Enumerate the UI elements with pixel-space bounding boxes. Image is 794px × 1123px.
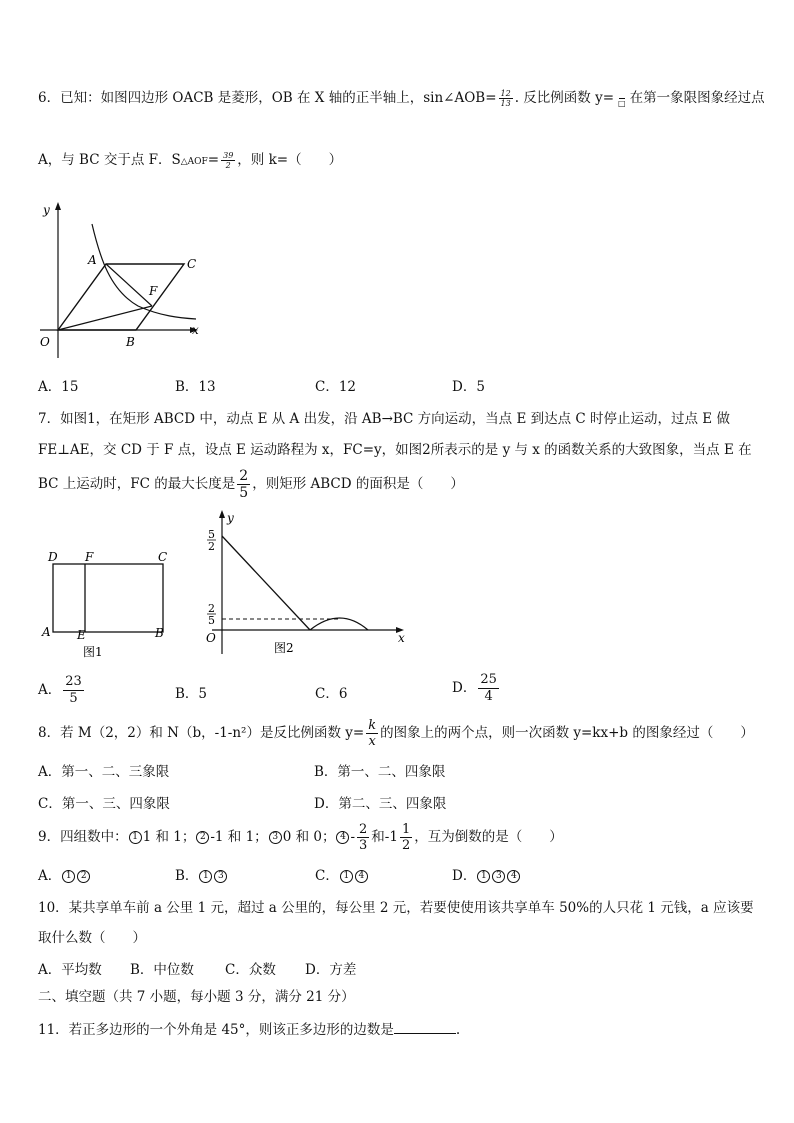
q10-line1: 10．某共享单车前 a 公里 1 元，超过 a 公里的，每公里 2 元，若要使使用该共享单车 50%的人只花 1 元钱，a 应该要 [38,900,754,916]
q6-text-a: 6．已知：如图四边形 OACB 是菱形，OB 在 X 轴的正半轴上，sin∠AOB= [38,90,497,106]
q9-option-b[interactable]: B． 1 3 [175,864,228,884]
q6-label-o: O [40,335,50,349]
q7-line3 [38,468,464,501]
q7-label-f: F [85,550,94,564]
q7-label-o2: O [206,631,216,645]
q9-fraction-2: $\frac{1}{2}$ [401,822,411,853]
q6-k-fraction: □ [616,89,628,108]
q8-option-b[interactable]: B．第一、二、四象限 [314,764,446,780]
q6-text-c: 在第一象限图象经过点 [629,90,765,106]
q8-fraction: $\frac{k}{x}$ [368,718,377,749]
q6-area-num: 39 [223,151,234,160]
q7-option-c[interactable]: C．6 [315,686,348,702]
q7-line3-b: ，则矩形 ABCD 的面积是（ ） [252,476,464,492]
q7-line2: FE⊥AE，交 CD 于 F 点，设点 E 运动路程为 x，FC=y，如图2所表示的是 y 与 x 的函数关系的大致图象，当点 E 在 [38,442,752,458]
q7-option-d[interactable]: D． $\frac{25}{4}$ [452,672,497,704]
q7-label-b: B [155,626,164,640]
q10-option-b[interactable]: B．中位数 [130,962,194,978]
q6-figure [30,198,210,358]
q6-option-a[interactable]: A．15 [38,379,79,395]
q7-max-fraction [237,468,250,501]
q6-line2-sub: △AOF [180,157,208,167]
q6-area-fraction [221,151,235,170]
q6-option-c[interactable]: C．12 [315,379,357,395]
q7-arc [310,618,368,630]
q7-label-c: C [158,550,168,564]
q9-circle-2: 2 [196,831,209,844]
q6-rhombus [58,264,184,330]
q7-label-e: E [77,628,86,642]
q6-option-d[interactable]: D．5 [452,379,485,395]
q6-label-f: F [149,284,158,298]
q9-option-c[interactable]: C． 1 4 [315,864,369,884]
q7-label-y2: y [227,511,234,525]
q6-label-x: x [192,323,199,337]
q7-label-a: A [42,625,51,639]
q9-line: 9．四组数中： 1 1 和 1； 2 -1 和 1； 3 0 和 0； 4 - $\frac{2}{3}$ 和-1 $\frac{1}{2}$ ，互为倒数的是（ ） [38,822,563,853]
q10-line2: 取什么数（ ） [38,930,146,946]
q10-option-a[interactable]: A．平均数 [38,962,102,978]
q7-tick-top-num: 5 [208,528,215,541]
q11-answer-blank[interactable] [394,1021,456,1034]
q7-max-num: 2 [239,468,249,484]
q7-label-d: D [48,550,58,564]
q6-line1 [38,86,765,108]
q10-option-d[interactable]: D．方差 [305,962,357,978]
q7-tick-top-den: 2 [208,540,215,553]
q9-circle-3: 3 [269,831,282,844]
q6-label-c: C [187,257,197,271]
q7-rectangle-abcd [53,564,163,632]
q6-line2-c: ，则 k=（ ） [237,152,343,168]
q10-option-c[interactable]: C．众数 [225,962,276,978]
q6-line2-b: = [207,152,220,168]
q6-option-b[interactable]: B．13 [175,379,216,395]
q7-line3-a: BC 上运动时，FC 的最大长度是 [38,476,236,492]
q7-descending-line [222,536,310,630]
q6-text-b: . 反比例函数 y= [514,90,615,106]
q8-text-a: 8．若 M（2，2）和 N（b，-1-n²）是反比例函数 y= [38,725,365,741]
q8-option-a[interactable]: A．第一、二、三象限 [38,764,170,780]
q11-line: 11．若正多边形的一个外角是 45°，则该正多边形的边数是 . [38,1022,461,1038]
q6-hyperbola [92,224,196,319]
q9-option-d[interactable]: D． 1 3 4 [452,864,521,884]
q7-max-den: 5 [239,485,249,501]
q7-label-x2: x [398,631,405,645]
q6-y-arrow [55,202,61,210]
q6-sin-num: 12 [500,89,511,98]
q7-y-arrow [219,510,225,518]
q6-area-den: 2 [225,161,231,170]
q8-option-c[interactable]: C．第一、三、四象限 [38,796,170,812]
q8-line1 [38,718,754,749]
q6-label-a: A [88,253,97,267]
section2-title: 二、填空题（共 7 小题，每小题 3 分，满分 21 分） [38,989,355,1005]
q7-caption2: 图2 [274,641,294,655]
q7-tick-low-num: 2 [208,602,215,615]
q7-line1: 7．如图1，在矩形 ABCD 中，动点 E 从 A 出发，沿 AB→BC 方向运动，当点 E 到达点 C 时停止运动，过点 E 做 [38,411,730,427]
q9-circle-4: 4 [336,831,349,844]
q9-fraction-1: $\frac{2}{3}$ [359,822,368,853]
q9-circle-1: 1 [129,831,142,844]
q8-option-d[interactable]: D．第二、三、四象限 [314,796,447,812]
q6-label-b: B [126,335,135,349]
q6-line2-a: A，与 BC 交于点 F．S [38,152,181,168]
q6-sin-den: 13 [500,99,511,108]
q7-option-a[interactable]: A． $\frac{23}{5}$ [38,674,82,706]
q6-label-y: y [43,203,50,217]
q7-caption1: 图1 [83,645,103,658]
q7-option-b[interactable]: B．5 [175,686,208,702]
q7-figure2 [200,508,410,656]
q6-sin-fraction [499,89,513,108]
q8-text-b: 的图象上的两个点，则一次函数 y=kx+b 的图象经过（ ） [380,725,754,741]
q6-line2 [38,148,342,170]
q7-tick-low-den: 5 [208,614,215,627]
q9-option-a[interactable]: A． 1 2 [38,864,91,884]
q7-figure1 [38,548,178,658]
